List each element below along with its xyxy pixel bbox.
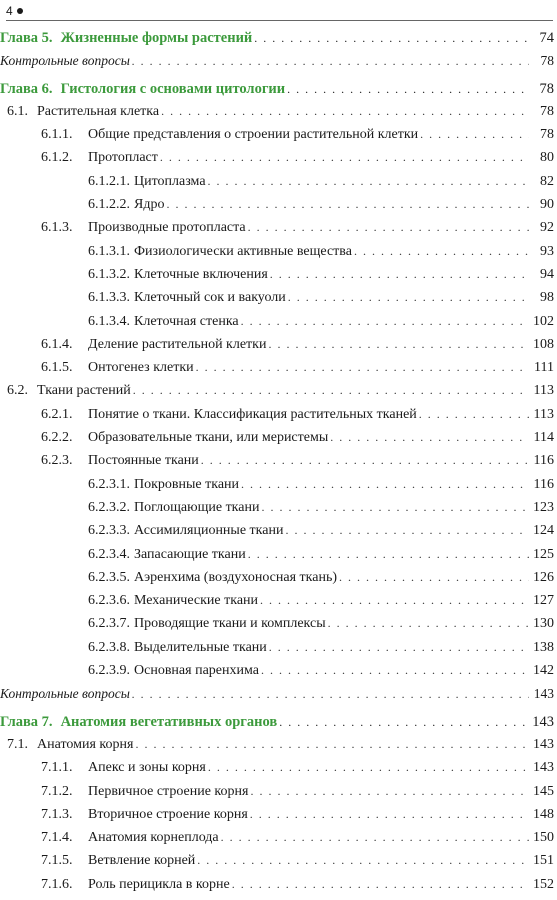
- toc-dot-leader: [241, 314, 529, 329]
- toc-entry-row: [0, 760, 557, 783]
- toc-questions-row: [0, 53, 557, 76]
- toc-entry-row: [0, 830, 557, 853]
- toc-entry-label: [88, 290, 288, 306]
- toc-entry-title: Протопласт: [88, 150, 158, 166]
- toc-page-number: 138: [533, 639, 554, 655]
- toc-entry-label: [41, 760, 208, 776]
- toc-dot-leader: [250, 784, 529, 799]
- toc-entry-title: Анатомия корня: [37, 736, 134, 752]
- toc-entry-label: [88, 523, 285, 539]
- toc-page-number: 93: [540, 243, 554, 259]
- toc-entry-label: [88, 314, 241, 330]
- toc-entry-label: [88, 174, 208, 190]
- toc-entry-title: Гистология с основами цитологии: [60, 80, 286, 97]
- toc-dot-leader: [161, 104, 529, 119]
- toc-entry-label: [7, 383, 133, 399]
- toc-entry-number: 6.2.3.8.: [88, 639, 130, 655]
- toc-entry-number: 6.2.3.3.: [88, 523, 130, 539]
- toc-page-number: 145: [533, 783, 554, 799]
- toc-page-number: 125: [533, 546, 554, 562]
- toc-entry-number: 6.1.2.: [41, 150, 73, 166]
- toc-entry-row: [0, 290, 557, 313]
- toc-entry-label: [88, 500, 261, 516]
- toc-dot-leader: [248, 547, 529, 562]
- toc-page-number: 143: [533, 760, 554, 776]
- toc-entry-label: [88, 616, 328, 632]
- toc-dot-leader: [248, 220, 529, 235]
- toc-entry-title: Контрольные вопросы: [0, 686, 130, 702]
- toc-entry-row: [0, 430, 557, 453]
- toc-dot-leader: [254, 31, 529, 46]
- toc-entry-label: [7, 737, 135, 753]
- toc-entry-label: [88, 593, 260, 609]
- toc-page-number: 90: [540, 197, 554, 213]
- toc-entry-label: [0, 81, 287, 98]
- toc-page-number: 130: [533, 616, 554, 632]
- toc-entry-title: Проводящие ткани и комплексы: [134, 616, 326, 632]
- toc-entry-number: 6.2.3.5.: [88, 569, 130, 585]
- toc-page-number: 143: [533, 736, 554, 752]
- toc-entry-row: [0, 593, 557, 616]
- toc-entry-number: Глава 7.: [0, 713, 53, 730]
- toc-entry-label: [88, 640, 269, 656]
- toc-entry-number: 6.1.5.: [41, 360, 73, 376]
- toc-page-number: 143: [532, 713, 554, 730]
- toc-dot-leader: [339, 570, 529, 585]
- toc-page-number: 108: [533, 336, 554, 352]
- toc-entry-title: Клеточные включения: [134, 266, 268, 282]
- toc-entry-number: 6.1.3.2.: [88, 266, 130, 282]
- toc-entry-row: [0, 360, 557, 383]
- toc-page-number: 94: [540, 266, 554, 282]
- toc-entry-title: Аэренхима (воздухоносная ткань): [134, 569, 337, 585]
- toc-dot-leader: [250, 807, 529, 822]
- toc-entry-row: [0, 314, 557, 337]
- toc-entry-number: 6.2.1.: [41, 406, 73, 422]
- toc-page-number: 151: [533, 853, 554, 869]
- toc-page-number: 78: [540, 127, 554, 143]
- toc-entry-title: Вторичное строение корня: [88, 806, 248, 822]
- toc-dot-leader: [197, 853, 529, 868]
- toc-entry-row: [0, 640, 557, 663]
- toc-entry-title: Образовательные ткани, или меристемы: [88, 430, 329, 446]
- toc-entry-number: 7.1.3.: [41, 806, 73, 822]
- toc-entry-number: 6.2.3.6.: [88, 593, 130, 609]
- toc-entry-title: Деление растительной клетки: [88, 336, 267, 352]
- toc-entry-label: [0, 714, 279, 731]
- toc-dot-leader: [330, 430, 529, 445]
- toc-entry-title: Поглощающие ткани: [134, 499, 260, 515]
- toc-entry-title: Жизненные формы растений: [60, 30, 253, 46]
- toc-entry-title: Роль перицикла в корне: [88, 876, 230, 892]
- toc-page-number: 143: [533, 686, 554, 702]
- toc-questions-row: [0, 686, 557, 709]
- toc-dot-leader: [166, 197, 529, 212]
- toc-entry-title: Клеточная стенка: [134, 313, 239, 329]
- toc-dot-leader: [133, 383, 529, 398]
- toc-entry-number: 6.1.3.4.: [88, 313, 130, 329]
- toc-entry-label: [88, 477, 241, 493]
- bullet-dot-icon: [17, 8, 23, 14]
- toc-entry-label: [41, 337, 268, 353]
- toc-entry-row: [0, 244, 557, 267]
- toc-page-number: 142: [533, 663, 554, 679]
- toc-dot-leader: [132, 54, 529, 69]
- toc-entry-row: [0, 737, 557, 760]
- toc-page-number: 82: [540, 173, 554, 189]
- toc-page-number: 98: [540, 290, 554, 306]
- toc-entry-title: Ткани растений: [37, 383, 131, 399]
- toc-entry-number: 6.2.3.9.: [88, 663, 130, 679]
- toc-entry-row: [0, 523, 557, 546]
- toc-entry-label: [41, 407, 419, 423]
- toc-page-number: 78: [540, 103, 554, 119]
- toc-page-number: 78: [540, 53, 554, 69]
- page-number: 4: [6, 4, 13, 18]
- toc-page-number: 78: [539, 80, 554, 97]
- toc-entry-row: [0, 383, 557, 406]
- toc-entry-number: 7.1.1.: [41, 760, 73, 776]
- toc-entry-title: Контрольные вопросы: [0, 53, 130, 69]
- table-of-contents: [0, 30, 557, 900]
- toc-dot-leader: [132, 687, 529, 702]
- toc-dot-leader: [419, 407, 529, 422]
- toc-page-number: 102: [533, 313, 554, 329]
- toc-dot-leader: [268, 337, 529, 352]
- toc-entry-label: [41, 807, 250, 823]
- toc-entry-number: 6.1.1.: [41, 127, 73, 143]
- toc-entry-number: 6.1.2.1.: [88, 173, 130, 189]
- toc-dot-leader: [261, 663, 529, 678]
- toc-page-number: 124: [533, 523, 554, 539]
- toc-page-number: 113: [533, 406, 554, 422]
- toc-dot-leader: [196, 360, 529, 375]
- toc-entry-label: [0, 30, 254, 47]
- toc-page-number: 126: [533, 569, 554, 585]
- toc-entry-row: [0, 663, 557, 686]
- toc-entry-title: Анатомия корнеплода: [88, 830, 219, 846]
- toc-entry-label: [88, 663, 261, 679]
- toc-entry-label: [88, 570, 339, 586]
- toc-entry-number: 6.2.3.1.: [88, 476, 130, 492]
- toc-entry-row: [0, 570, 557, 593]
- toc-entry-title: Клеточный сок и вакуоли: [134, 290, 286, 306]
- toc-dot-leader: [354, 244, 529, 259]
- toc-page-number: 114: [533, 430, 554, 446]
- toc-entry-number: 7.1.5.: [41, 853, 73, 869]
- toc-entry-number: 6.2.3.4.: [88, 546, 130, 562]
- toc-entry-row: [0, 267, 557, 290]
- toc-entry-number: 6.2.3.7.: [88, 616, 130, 632]
- toc-entry-row: [0, 174, 557, 197]
- toc-dot-leader: [279, 715, 529, 730]
- toc-dot-leader: [241, 477, 529, 492]
- toc-entry-row: [0, 547, 557, 570]
- toc-page-number: 116: [533, 453, 554, 469]
- toc-entry-label: [41, 220, 248, 236]
- toc-entry-label: [41, 853, 197, 869]
- toc-entry-title: Общие представления о строении растительной клетки: [88, 127, 419, 143]
- toc-dot-leader: [285, 523, 529, 538]
- toc-entry-number: 6.2.2.: [41, 430, 73, 446]
- toc-entry-number: 6.1.: [7, 103, 28, 119]
- toc-entry-label: [0, 686, 132, 702]
- toc-entry-title: Основная паренхима: [134, 663, 259, 679]
- toc-entry-number: 7.1.2.: [41, 783, 73, 799]
- toc-entry-label: [41, 784, 250, 800]
- toc-dot-leader: [232, 877, 529, 892]
- toc-page-number: 92: [540, 220, 554, 236]
- toc-entry-row: [0, 616, 557, 639]
- toc-entry-label: [88, 267, 270, 283]
- toc-entry-title: Производные протопласта: [88, 220, 246, 236]
- toc-entry-number: 6.1.3.: [41, 220, 73, 236]
- toc-entry-title: Растительная клетка: [37, 103, 160, 119]
- toc-entry-title: Ассимиляционные ткани: [134, 523, 284, 539]
- toc-dot-leader: [269, 640, 529, 655]
- toc-dot-leader: [135, 737, 529, 752]
- toc-entry-title: Ветвление корней: [88, 853, 196, 869]
- toc-entry-label: [41, 830, 221, 846]
- toc-chapter-row: [0, 81, 557, 104]
- toc-page-number: 74: [539, 30, 554, 46]
- toc-entry-title: Понятие о ткани. Классификация растительных тканей: [88, 406, 417, 422]
- toc-dot-leader: [201, 453, 529, 468]
- toc-page-number: 80: [540, 150, 554, 166]
- toc-entry-number: 6.2.: [7, 383, 28, 399]
- toc-entry-title: Покровные ткани: [134, 476, 240, 492]
- toc-entry-row: [0, 127, 557, 150]
- toc-dot-leader: [260, 593, 529, 608]
- toc-entry-label: [41, 877, 232, 893]
- toc-dot-leader: [287, 82, 529, 97]
- toc-entry-row: [0, 104, 557, 127]
- toc-page-number: 152: [533, 876, 554, 892]
- toc-entry-label: [88, 197, 166, 213]
- toc-page-number: 113: [533, 383, 554, 399]
- toc-entry-label: [0, 53, 132, 69]
- toc-dot-leader: [328, 616, 529, 631]
- toc-dot-leader: [160, 150, 529, 165]
- toc-entry-title: Онтогенез клетки: [88, 360, 194, 376]
- toc-entry-number: 6.1.2.2.: [88, 197, 130, 213]
- toc-entry-number: 6.2.3.: [41, 453, 73, 469]
- toc-chapter-row: [0, 714, 557, 737]
- toc-entry-label: [88, 547, 248, 563]
- toc-page-number: 150: [533, 830, 554, 846]
- toc-entry-title: Постоянные ткани: [88, 453, 199, 469]
- toc-page-number: 148: [533, 806, 554, 822]
- toc-entry-title: Анатомия вегетативных органов: [60, 713, 278, 730]
- toc-entry-label: [41, 360, 196, 376]
- toc-entry-row: [0, 807, 557, 830]
- toc-entry-number: Глава 6.: [0, 80, 53, 97]
- toc-entry-title: Цитоплазма: [134, 173, 206, 189]
- toc-page-number: 116: [533, 476, 554, 492]
- toc-entry-label: [7, 104, 161, 120]
- toc-entry-row: [0, 197, 557, 220]
- toc-entry-title: Механические ткани: [134, 593, 259, 609]
- page-header: [6, 4, 23, 18]
- toc-dot-leader: [208, 760, 529, 775]
- toc-entry-title: Физиологически активные вещества: [134, 243, 352, 259]
- toc-dot-leader: [221, 830, 529, 845]
- toc-entry-number: 6.1.3.1.: [88, 243, 130, 259]
- toc-entry-number: 6.1.4.: [41, 336, 73, 352]
- toc-dot-leader: [288, 290, 529, 305]
- toc-entry-number: 7.1.4.: [41, 830, 73, 846]
- toc-entry-title: Выделительные ткани: [134, 639, 267, 655]
- toc-entry-label: [41, 127, 420, 143]
- toc-page-number: 111: [534, 360, 554, 376]
- toc-entry-row: [0, 784, 557, 807]
- toc-entry-number: 6.1.3.3.: [88, 290, 130, 306]
- toc-page-number: 127: [533, 593, 554, 609]
- toc-entry-label: [41, 430, 330, 446]
- toc-entry-number: 7.1.6.: [41, 876, 73, 892]
- toc-entry-label: [88, 244, 354, 260]
- toc-entry-title: Апекс и зоны корня: [88, 760, 206, 776]
- toc-entry-row: [0, 500, 557, 523]
- toc-chapter-row: [0, 30, 557, 53]
- toc-dot-leader: [420, 127, 529, 142]
- toc-entry-row: [0, 220, 557, 243]
- toc-entry-label: [41, 453, 201, 469]
- toc-entry-title: Запасающие ткани: [134, 546, 246, 562]
- toc-page-number: 123: [533, 499, 554, 515]
- toc-entry-row: [0, 877, 557, 900]
- toc-entry-row: [0, 853, 557, 876]
- toc-dot-leader: [208, 174, 529, 189]
- toc-entry-number: 6.2.3.2.: [88, 499, 130, 515]
- toc-entry-number: 7.1.: [7, 736, 28, 752]
- toc-entry-row: [0, 337, 557, 360]
- toc-entry-title: Ядро: [134, 197, 165, 213]
- toc-entry-row: [0, 150, 557, 173]
- toc-dot-leader: [270, 267, 529, 282]
- toc-entry-row: [0, 407, 557, 430]
- toc-entry-row: [0, 477, 557, 500]
- header-divider: [6, 20, 553, 21]
- toc-dot-leader: [261, 500, 529, 515]
- toc-entry-row: [0, 453, 557, 476]
- toc-entry-title: Первичное строение корня: [88, 783, 249, 799]
- toc-entry-number: Глава 5.: [0, 30, 53, 46]
- toc-entry-label: [41, 150, 160, 166]
